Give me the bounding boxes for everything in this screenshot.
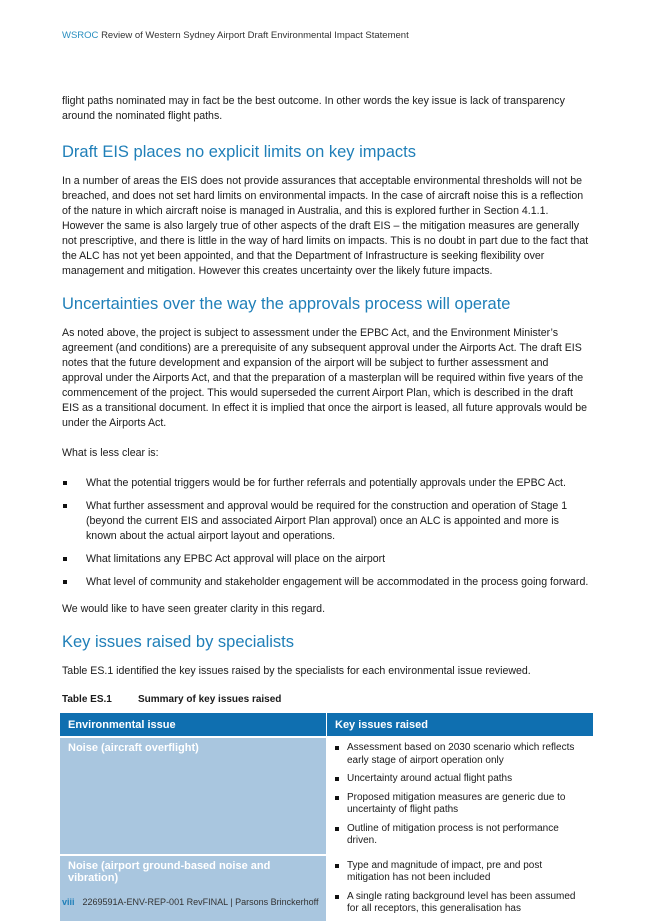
section2-heading: Uncertainties over the way the approvals process will operate: [62, 295, 511, 313]
table-header-key-issues: Key issues raised: [327, 713, 594, 737]
list-item-text: What level of community and stakeholder engagement will be accommodated in the process going forward.: [86, 576, 589, 588]
section2-lead-in: What is less clear is:: [62, 447, 159, 459]
footer-doc-ref: 2269591A-ENV-REP-001 RevFINAL | Parsons Brinckerhoff: [82, 897, 319, 907]
page-header: [62, 30, 409, 41]
list-item-text: Assessment based on 2030 scenario which reflects early stage of airport operation only: [347, 742, 575, 766]
table-cell-issue: Noise (aircraft overflight): [60, 737, 327, 855]
bullet-square-icon: [335, 796, 339, 800]
bullet-square-icon: [335, 895, 339, 899]
list-item: [62, 575, 590, 590]
table-cell-keys: [327, 737, 594, 855]
table-caption-title: Summary of key issues raised: [138, 694, 282, 705]
list-item: [335, 742, 585, 767]
section3-paragraph: Table ES.1 identified the key issues raised by the specialists for each environmental issue reviewed.: [62, 665, 531, 677]
list-item: [335, 891, 585, 916]
table-row: [60, 855, 594, 921]
list-item: [335, 860, 585, 885]
list-item-text: Type and magnitude of impact, pre and post mitigation has not been included: [347, 859, 543, 883]
section2-bullet-list: [62, 476, 590, 590]
table-header-row: [60, 713, 594, 737]
table-caption: [62, 694, 590, 705]
list-item-text: A single rating background level has been assumed for all receptors, this generalisation has: [347, 890, 576, 914]
page-number: viii: [62, 897, 75, 907]
list-item-text: What limitations any EPBC Act approval will place on the airport: [86, 553, 386, 565]
bullet-square-icon: [335, 777, 339, 781]
list-item: [62, 499, 590, 544]
section2-closing: We would like to have seen greater clarity in this regard.: [62, 603, 326, 615]
section1-paragraph: In a number of areas the EIS does not provide assurances that acceptable environmental thresholds will not be breached, and does not set hard limits on environmental impacts. In the case of aircraft noise this is a reflection of the nature in which aircraft noise is managed in Australia, and this is explored further in Section 4.1.1. However the same is also largely true of other aspects of the draft EIS – the mitigation measures are generally not prescriptive, and there is little in the way of hard limits on impacts. This is no doubt in part due to the fact that the ALC has not yet been appointed, and that the Department of Infrastructure is seeking flexibility over management and mitigation. However this creates uncertainty over the likely future impacts.: [62, 175, 589, 277]
section2-paragraph: As noted above, the project is subject to assessment under the EPBC Act, and the Environment Minister’s agreement (and conditions) are a prerequisite of any subsequent approval under the Airports Act. The draft EIS notes that the future development and expansion of the airport will be subject to further assessment and approval under the Airports Act, and that the preparation of a masterplan will be required within five years of the commencement of the project. This would superseded the current Airport Plan, which is described in the draft EIS as a transitional document. In effect it is implied that once the airport is leased, all future approvals would be under the Airports Act.: [62, 327, 588, 429]
list-item: [335, 792, 585, 817]
page-content: [62, 94, 590, 921]
list-item-text: What the potential triggers would be for further referrals and potentially approvals under the EPBC Act.: [86, 477, 566, 489]
key-issues-table: [60, 713, 594, 921]
header-org: WSROC: [62, 30, 99, 41]
list-item-text: Uncertainty around actual flight paths: [347, 773, 513, 784]
bullet-square-icon: [335, 827, 339, 831]
bullet-square-icon: [63, 580, 67, 584]
bullet-square-icon: [335, 746, 339, 750]
list-item-text: What further assessment and approval would be required for the construction and operation of Stage 1 (beyond the current EIS and associated Airport Plan approval) once an ALC is appointed and more is known about the actual airport layout and operations.: [86, 500, 568, 542]
bullet-square-icon: [63, 481, 67, 485]
bullet-square-icon: [63, 557, 67, 561]
table-cell-keys: [327, 855, 594, 921]
intro-paragraph: flight paths nominated may in fact be the best outcome. In other words the key issue is lack of transparency around the nominated flight paths.: [62, 95, 565, 122]
list-item-text: Proposed mitigation measures are generic due to uncertainty of flight paths: [347, 791, 566, 815]
table-caption-number: Table ES.1: [62, 694, 112, 705]
list-item: [62, 552, 590, 567]
list-item: [335, 823, 585, 848]
table-cell-issue: Noise (airport ground-based noise and vibration): [60, 855, 327, 921]
page-footer: [62, 897, 318, 907]
list-item: [335, 773, 585, 786]
section1-heading: Draft EIS places no explicit limits on key impacts: [62, 143, 416, 161]
bullet-square-icon: [63, 504, 67, 508]
list-item: [62, 476, 590, 491]
list-item-text: Outline of mitigation process is not performance driven.: [347, 822, 559, 846]
section3-heading: Key issues raised by specialists: [62, 633, 295, 651]
header-title: Review of Western Sydney Airport Draft Environmental Impact Statement: [101, 30, 409, 41]
table-row: [60, 737, 594, 855]
bullet-square-icon: [335, 864, 339, 868]
table-header-environmental-issue: Environmental issue: [60, 713, 327, 737]
